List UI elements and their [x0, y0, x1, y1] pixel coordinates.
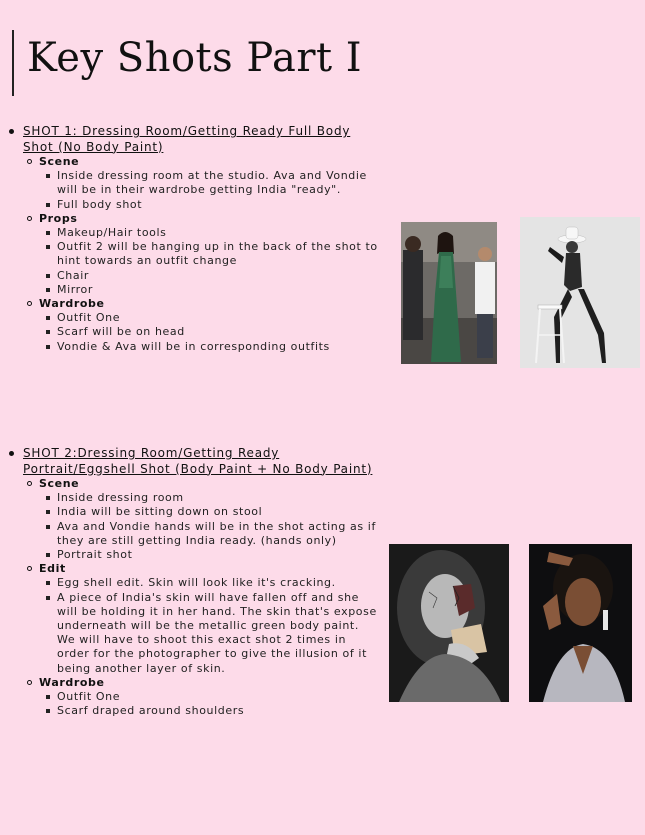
shot-2-edit-item: Egg shell edit. Skin will look like it's cracking. [57, 576, 380, 590]
page-title: Key Shots Part I [27, 35, 363, 81]
shot-1-props-item: Outfit 2 will be hanging up in the back of the shot to hint towards an outfit change [57, 240, 380, 268]
eggshell-edit-photo [389, 544, 509, 702]
shot-2-edit-item: A piece of India's skin will have fallen off and she will be holding it in her hand. The skin that's expose underneath will be the metallic green body paint. We will have to shoot this exact shot 2 times in order for the photographer to give the illusion of it being another layer of skin. [57, 591, 380, 676]
shot-2-wardrobe-heading: Wardrobe [39, 676, 380, 690]
shot-2-wardrobe-item: Outfit One [57, 690, 380, 704]
stool-pose-photo [520, 217, 640, 368]
shot-2-section [0, 446, 380, 718]
shot-2-edit-heading: Edit [39, 562, 380, 576]
shot-2-scene-item: India will be sitting down on stool [57, 505, 380, 519]
shot-1-wardrobe-item: Outfit One [57, 311, 380, 325]
shot-1-section [0, 124, 380, 354]
shot-1-wardrobe-item: Scarf will be on head [57, 325, 380, 339]
shot-1-scene-item: Full body shot [57, 198, 380, 212]
shot-1-props-item: Mirror [57, 283, 380, 297]
shot-2-title: SHOT 2:Dressing Room/Getting Ready Portrait/Eggshell Shot (Body Paint + No Body Paint) [23, 446, 380, 477]
shot-2-scene-heading: Scene [39, 477, 380, 491]
shot-1-wardrobe-heading: Wardrobe [39, 297, 380, 311]
shot-1-scene-item: Inside dressing room at the studio. Ava and Vondie will be in their wardrobe getting India "ready". [57, 169, 380, 197]
shot-1-wardrobe-item: Vondie & Ava will be in corresponding outfits [57, 340, 380, 354]
shot-2-scene-item: Portrait shot [57, 548, 380, 562]
shot-2-scene-item: Inside dressing room [57, 491, 380, 505]
dressing-room-photo [401, 222, 497, 364]
shot-1-props-heading: Props [39, 212, 380, 226]
shot-1-scene-heading: Scene [39, 155, 380, 169]
shot-1-props-item: Chair [57, 269, 380, 283]
shot-1-title: SHOT 1: Dressing Room/Getting Ready Full Body Shot (No Body Paint) [23, 124, 380, 155]
shot-2-wardrobe-item: Scarf draped around shoulders [57, 704, 380, 718]
shot-1-props-item: Makeup/Hair tools [57, 226, 380, 240]
title-accent-bar [12, 30, 14, 96]
shot-2-scene-item: Ava and Vondie hands will be in the shot acting as if they are still getting India ready. (hands only) [57, 520, 380, 548]
glam-portrait-photo [529, 544, 632, 702]
